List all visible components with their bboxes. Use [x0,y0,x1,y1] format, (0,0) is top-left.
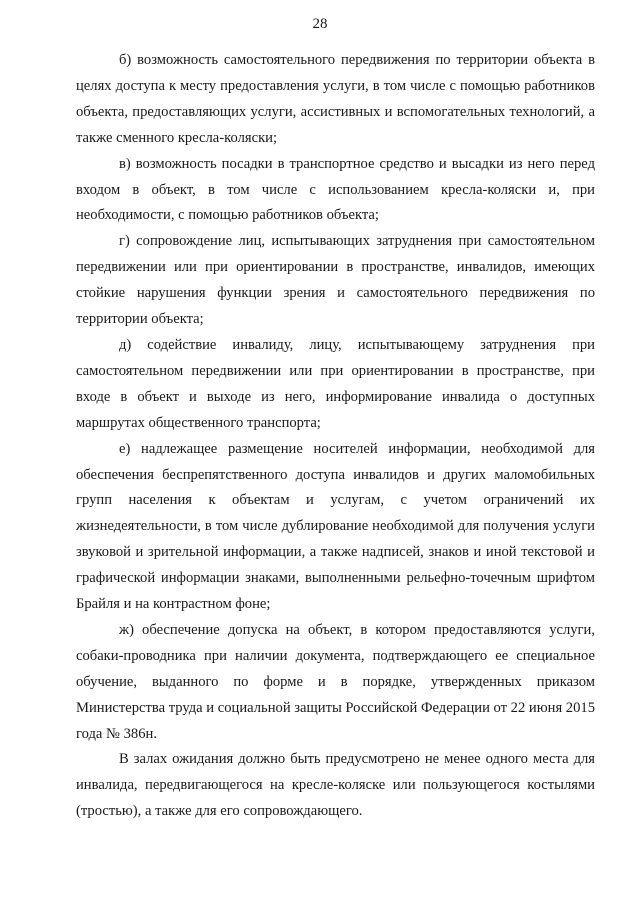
paragraph-b: б) возможность самостоятельного передвижения по территории объекта в целях доступа к месту предоставления услуги, в том числе с помощью работников объекта, предоставляющих услуги, ассистивных и вспомогательных технологий, а также сменного кресла-коляски; [76,52,595,146]
paragraph-zh: ж) обеспечение допуска на объект, в котором предоставляются услуги, собаки-проводника при наличии документа, подтверждающего ее специальное обучение, выданного по форме и в порядке, утвержденных приказом Министерства труда и социальной защиты Российской Федерации от 22 июня 2015 года № 386н. [76,621,595,742]
paragraph-d: д) содействие инвалиду, лицу, испытывающему затруднения при самостоятельном передвижении или при ориентировании в пространстве, при входе в объект и выходе из него, информирование инвалида о доступных маршрутах общественного транспорта; [76,336,595,431]
paragraph-g: г) сопровождение лиц, испытывающих затруднения при самостоятельном передвижении или при ориентировании в пространстве, инвалидов, имеющих стойкие нарушения функции зрения и самостоятельного передвижения по территории объекта; [76,233,595,328]
document-body [76,48,595,825]
page-number: 28 [312,16,328,32]
paragraph-e: е) надлежащее размещение носителей информации, необходимой для обеспечения беспрепятственного доступа инвалидов и других маломобильных групп населения к объектам и услугам, с учетом ограничений их жизнедеятельности, в том числе дублирование необходимой для получения услуги звуковой и зрительной информации, а также надписей, знаков и иной текстовой и графической информации знаками, выполненными рельефно-точечным шрифтом Брайля и на контрастном фоне; [76,440,595,613]
paragraph-v: в) возможность посадки в транспортное средство и высадки из него перед входом в объект, в том числе с использованием кресла-коляски и, при необходимости, с помощью работников объекта; [76,155,595,224]
paragraph-waiting-rooms: В залах ожидания должно быть предусмотрено не менее одного места для инвалида, передвигающегося на кресле-коляске или пользующегося костылями (тростью), а также для его сопровождающего. [76,751,595,820]
